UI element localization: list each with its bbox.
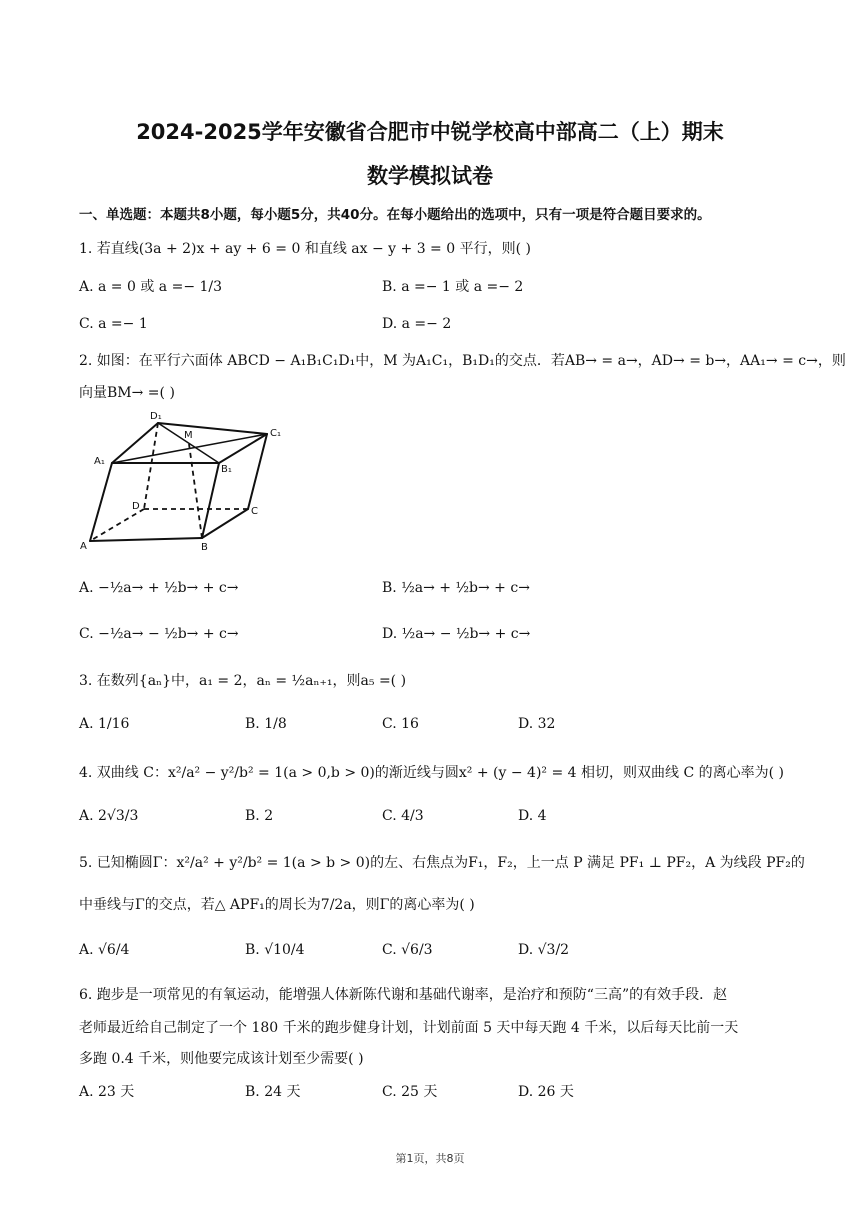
edge-a-b — [90, 538, 202, 541]
label-a1: A₁ — [94, 456, 105, 467]
edge-b-c — [202, 509, 248, 538]
q4-option-b: B. 2 — [245, 808, 274, 824]
question-1-text: 1. 若直线(3a + 2)x + ay + 6 = 0 和直线 ax − y + 3 = 0 平行，则( ) — [79, 241, 531, 257]
segment-m-b-hidden — [189, 444, 202, 538]
q5-option-a: A. √6/4 — [79, 942, 130, 958]
q2-option-d: D. ½a→ − ½b→ + c→ — [382, 626, 531, 642]
label-c: C — [251, 506, 258, 517]
page-title-line1: 2024-2025学年安徽省合肥市中锐学校高中部高二（上）期末 — [136, 120, 724, 144]
label-m: M — [184, 430, 193, 441]
question-6-text-line3: 多跑 0.4 千米，则他要完成该计划至少需要( ) — [79, 1051, 364, 1067]
question-5-text-line2: 中垂线与Γ的交点，若△ APF₁的周长为7/2a，则Γ的离心率为( ) — [79, 897, 475, 913]
page-footer: 第1页，共8页 — [395, 1152, 465, 1165]
q6-option-a: A. 23 天 — [79, 1084, 135, 1100]
label-d1: D₁ — [150, 411, 162, 422]
label-b1: B₁ — [221, 464, 232, 475]
q2-option-c: C. −½a→ − ½b→ + c→ — [79, 626, 239, 642]
page-title-line2: 数学模拟试卷 — [367, 164, 493, 188]
parallelepiped-figure — [78, 406, 298, 556]
q1-option-d: D. a =− 2 — [382, 316, 452, 332]
label-c1: C₁ — [270, 428, 281, 439]
question-6-text-line1: 6. 跑步是一项常见的有氧运动，能增强人体新陈代谢和基础代谢率，是治疗和预防“三高”的有效手段．赵 — [79, 987, 728, 1003]
label-d: D — [132, 501, 140, 512]
question-4-text: 4. 双曲线 C：x²/a² − y²/b² = 1(a > 0,b > 0)的渐近线与圆x² + (y − 4)² = 4 相切，则双曲线 C 的离心率为( ) — [79, 765, 784, 781]
q3-option-c: C. 16 — [382, 716, 419, 732]
edge-a1-d1 — [112, 423, 158, 463]
label-b: B — [201, 542, 208, 553]
q2-option-b: B. ½a→ + ½b→ + c→ — [382, 580, 530, 596]
question-2-text-line2: 向量BM→ =( ) — [79, 385, 175, 401]
section-heading: 一、单选题：本题共8小题，每小题5分，共40分。在每小题给出的选项中，只有一项是符合题目要求的。 — [79, 207, 711, 223]
edge-d1-c1 — [158, 423, 267, 434]
q5-option-b: B. √10/4 — [245, 942, 305, 958]
q6-option-d: D. 26 天 — [518, 1084, 574, 1100]
edge-c1-c — [248, 434, 267, 509]
q5-option-c: C. √6/3 — [382, 942, 433, 958]
edge-d1-d-hidden — [144, 423, 158, 509]
q4-option-d: D. 4 — [518, 808, 547, 824]
edge-b1-b — [202, 463, 219, 538]
q6-option-c: C. 25 天 — [382, 1084, 438, 1100]
q6-option-b: B. 24 天 — [245, 1084, 301, 1100]
q4-option-c: C. 4/3 — [382, 808, 424, 824]
question-5-text-line1: 5. 已知椭圆Γ：x²/a² + y²/b² = 1(a > b > 0)的左、右焦点为F₁，F₂，上一点 P 满足 PF₁ ⊥ PF₂，A 为线段 PF₂的 — [79, 855, 805, 871]
q3-option-b: B. 1/8 — [245, 716, 287, 732]
q1-option-c: C. a =− 1 — [79, 316, 148, 332]
q3-option-a: A. 1/16 — [79, 716, 130, 732]
q3-option-d: D. 32 — [518, 716, 556, 732]
question-2-text-line1: 2. 如图：在平行六面体 ABCD − A₁B₁C₁D₁中，M 为A₁C₁，B₁D₁的交点．若AB→ = a→，AD→ = b→，AA₁→ = c→，则 — [79, 353, 846, 369]
q2-option-a: A. −½a→ + ½b→ + c→ — [79, 580, 239, 596]
question-6-text-line2: 老师最近给自己制定了一个 180 千米的跑步健身计划，计划前面 5 天中每天跑 4 千米，以后每天比前一天 — [79, 1020, 739, 1036]
q1-option-a: A. a = 0 或 a =− 1/3 — [79, 279, 223, 295]
label-a: A — [80, 541, 87, 552]
q1-option-b: B. a =− 1 或 a =− 2 — [382, 279, 524, 295]
q4-option-a: A. 2√3/3 — [79, 808, 139, 824]
q5-option-d: D. √3/2 — [518, 942, 570, 958]
question-3-text: 3. 在数列{aₙ}中，a₁ = 2，aₙ = ½aₙ₊₁，则a₅ =( ) — [79, 673, 407, 689]
